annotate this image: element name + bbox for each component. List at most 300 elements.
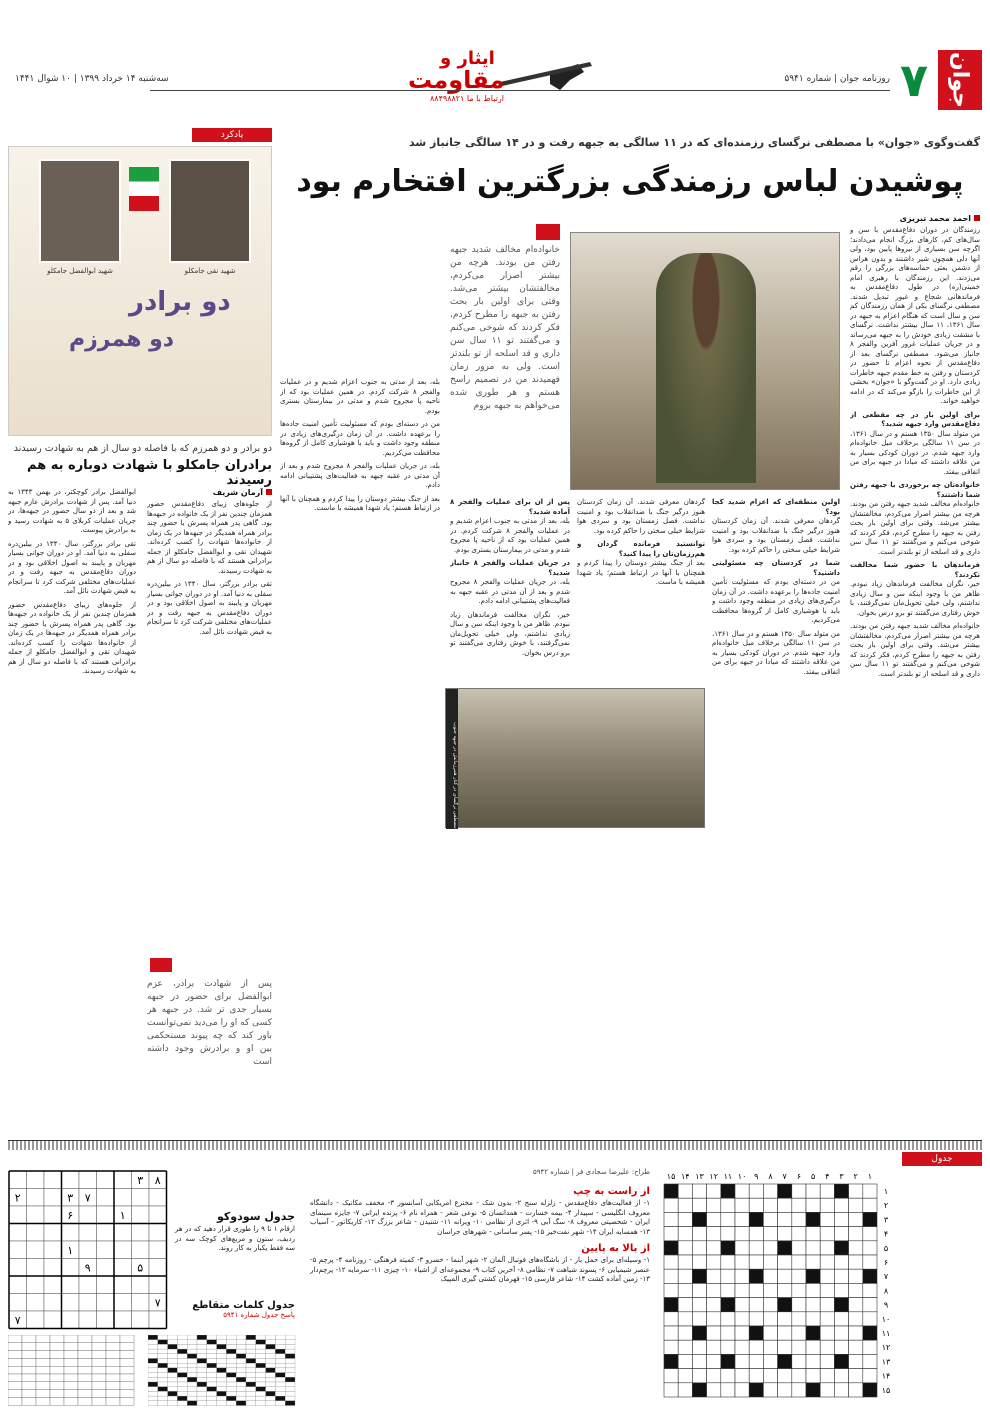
sudoku-cell <box>132 1241 150 1259</box>
solution-cell <box>275 1382 285 1387</box>
crossword-black-cell <box>692 1326 706 1340</box>
solution-cell <box>197 1377 207 1382</box>
crossword-cell <box>834 1198 848 1212</box>
sudoku-cell <box>97 1276 115 1294</box>
solution-cell <box>266 1344 276 1349</box>
sudoku-cell <box>79 1311 97 1329</box>
crossword-cell <box>721 1255 735 1269</box>
crossword-cell <box>863 1283 877 1297</box>
crossword-cell <box>834 1369 848 1383</box>
sudoku-cell <box>97 1171 115 1189</box>
solution-cell <box>92 1335 106 1343</box>
sudoku-given: ۸ <box>154 1174 161 1187</box>
sudoku-cell <box>44 1294 62 1312</box>
solution-cell <box>197 1382 207 1387</box>
sudoku-given: ۳ <box>137 1174 144 1187</box>
crossword-cell <box>763 1312 777 1326</box>
row-number: ۷ <box>883 1272 889 1282</box>
crossword-cell <box>834 1326 848 1340</box>
solution-cell <box>158 1368 168 1373</box>
crossword-cell <box>778 1212 792 1226</box>
crossword-cell <box>778 1255 792 1269</box>
solution-cell <box>177 1401 187 1406</box>
solution-cell <box>168 1349 178 1354</box>
sudoku-given: ۷ <box>154 1296 161 1310</box>
sudoku-cell <box>62 1224 80 1242</box>
solution-cell <box>275 1391 285 1396</box>
solution-cell <box>177 1349 187 1354</box>
column-number: ۱ <box>867 1172 873 1181</box>
solution-cell <box>217 1363 227 1368</box>
solution-cell <box>285 1359 295 1364</box>
sudoku-cell <box>62 1311 80 1329</box>
crossword-cell <box>664 1326 678 1340</box>
solution-cell <box>226 1387 236 1392</box>
crossword-black-cell <box>778 1354 792 1368</box>
solution-cell <box>120 1335 134 1343</box>
sudoku-cell <box>27 1276 45 1294</box>
solution-cell <box>266 1391 276 1396</box>
crossword-cell <box>820 1340 834 1354</box>
sudoku-solution-grid <box>8 1335 138 1407</box>
solution-cell <box>246 1382 256 1387</box>
solution-cell <box>120 1343 134 1351</box>
crossword-cell <box>735 1269 749 1283</box>
sudoku-given: ۱ <box>119 1209 126 1222</box>
solution-cell <box>217 1387 227 1392</box>
solution-cell <box>285 1354 295 1359</box>
solution-cell <box>246 1396 256 1401</box>
solution-cell <box>148 1377 158 1382</box>
crossword-cell <box>849 1184 863 1198</box>
crossword-cell <box>834 1227 848 1241</box>
crossword-cell <box>806 1241 820 1255</box>
crossword-cell <box>707 1283 721 1297</box>
solution-cell <box>8 1343 22 1351</box>
solution-cell <box>285 1340 295 1345</box>
crossword-cell <box>778 1227 792 1241</box>
crossword-cell <box>806 1283 820 1297</box>
sudoku-grid[interactable] <box>8 1170 168 1330</box>
sudoku-cell <box>27 1311 45 1329</box>
vertical-title: از بالا به پایین <box>581 1243 650 1254</box>
crossword-cell <box>763 1340 777 1354</box>
crossword-black-cell <box>749 1269 763 1283</box>
solution-cell <box>217 1335 227 1340</box>
solution-cell <box>275 1387 285 1392</box>
solution-cell <box>207 1335 217 1340</box>
row-number: ۹ <box>883 1300 889 1310</box>
sudoku-cell <box>62 1276 80 1294</box>
solution-cell <box>22 1374 36 1382</box>
crossword-cell <box>834 1340 848 1354</box>
row-number: ۱۰ <box>881 1314 891 1324</box>
solution-cell <box>168 1354 178 1359</box>
crossword-cell <box>820 1227 834 1241</box>
crossword-cell <box>735 1312 749 1326</box>
crossword-cell <box>763 1241 777 1255</box>
lead-q7: توانستید فرمانده گردان و هم‌رزمان‌تان را پیدا کنید؟ <box>577 540 705 558</box>
row-number: ۱ <box>883 1187 889 1196</box>
solution-cell <box>256 1354 266 1359</box>
solution-cell <box>64 1382 78 1390</box>
crossword-cell <box>806 1312 820 1326</box>
crossword-cell <box>863 1241 877 1255</box>
solution-cell <box>187 1344 197 1349</box>
solution-cell <box>217 1344 227 1349</box>
crossword-cell <box>749 1241 763 1255</box>
vertical-clues: ۱- وسیله‌ای برای حمل بار - از باشگاه‌های فوتبال آلمان ۲- شهر آبنما - خسرو ۳- کمیته فرهنگی - روزنامه ۴- پرچم ۵- عنصر شیمیایی ۶- پسوند شباهت ۷- نظامی ۸- آخرین کتاب ۹- مجموعه‌ای از اشیاء ۱۰- چیزی ۱۱- سرمایه ۱۲- پرچم‌دار ۱۳- زمین آماده کشت ۱۴- شاعر فارسی ۱۵- قهرمان کشتی گیری المپیک <box>310 1256 650 1283</box>
side-body-2: تقی برادر بزرگتر، سال ۱۳۴۰ در بیلین‌دره سفلی به دنیا آمد. او در دوران جوانی بسیار مهربان و پایبند به اصول اخلاقی بود و در دوران دفاع‌مقدس به جبهه رفت و در عملیات‌های مختلفی شرکت کرد تا سرانجام به فیض شهادت نائل آمد. <box>147 580 272 636</box>
crossword-cell <box>707 1198 721 1212</box>
solution-cell <box>266 1340 276 1345</box>
crossword-cell <box>763 1383 777 1397</box>
crossword-cell <box>721 1369 735 1383</box>
solution-cell <box>285 1349 295 1354</box>
crossword-cell <box>849 1312 863 1326</box>
sudoku-cell <box>9 1276 27 1294</box>
solution-cell <box>207 1377 217 1382</box>
lead-q3: فرماندهان با حضور شما مخالفت نکردند؟ <box>850 561 980 579</box>
solution-cell <box>177 1359 187 1364</box>
crossword-cell <box>749 1227 763 1241</box>
logo: جوان <box>947 52 973 108</box>
solution-cell <box>177 1354 187 1359</box>
solution-cell <box>226 1401 236 1406</box>
sudoku-cell <box>79 1294 97 1312</box>
solution-cell <box>217 1368 227 1373</box>
crossword-cell <box>707 1326 721 1340</box>
solution-cell <box>187 1359 197 1364</box>
crossword-black-cell <box>806 1383 820 1397</box>
solution-cell <box>226 1349 236 1354</box>
section-label: یادکرد <box>192 128 272 142</box>
crossword-cell <box>863 1354 877 1368</box>
column-number: ۹ <box>754 1172 759 1181</box>
sudoku-cell <box>62 1171 80 1189</box>
solution-cell <box>285 1387 295 1392</box>
solution-cell <box>207 1340 217 1345</box>
solution-cell <box>266 1349 276 1354</box>
crossword-cell <box>678 1340 692 1354</box>
solution-cell <box>106 1358 120 1366</box>
row-number: ۳ <box>883 1215 889 1225</box>
lead-q4: اولین منطقه‌ای که اعزام شدید کجا بود؟ <box>712 498 840 516</box>
crossword-cell <box>735 1198 749 1212</box>
crossword-black-cell <box>664 1354 678 1368</box>
crossword-black-cell <box>692 1269 706 1283</box>
lead-a7: بعد از جنگ بیشتر دوستان را پیدا کردم و همچنان با آنها در ارتباط هستم؛ یاد شهدا همیشه با ماست. <box>577 559 705 586</box>
crossword-cell <box>820 1383 834 1397</box>
sudoku-cell <box>44 1276 62 1294</box>
solution-cell <box>158 1335 168 1340</box>
crossword-cell <box>849 1354 863 1368</box>
crossword-cell <box>707 1269 721 1283</box>
crossword-cell <box>678 1298 692 1312</box>
poster <box>8 146 272 436</box>
crossword-cell <box>721 1212 735 1226</box>
crossword-cell <box>678 1255 692 1269</box>
solution-cell <box>187 1340 197 1345</box>
solution-cell <box>217 1359 227 1364</box>
crossword-black-cell <box>806 1269 820 1283</box>
sudoku-hint: ارقام ۱ تا ۹ را طوری قرار دهید که در هر ردیف، ستون و مربع‌های کوچک سه در سه فقط یکبار به کار روند. <box>175 1225 295 1252</box>
solution-cell <box>246 1349 256 1354</box>
sudoku-cell <box>149 1259 167 1277</box>
crossword-cell <box>820 1255 834 1269</box>
lead-a8: بله، در جریان عملیات والفجر ۸ مجروح شدم و بعد از آن مدتی در عقبه جبهه به فعالیت‌های پشتیبانی ادامه دادم. <box>450 578 570 605</box>
solution-cell <box>168 1359 178 1364</box>
crossword-credit: طراح: علیرضا سجادی فر <box>576 1168 650 1176</box>
crossword-cell <box>692 1198 706 1212</box>
sudoku-given: ۷ <box>14 1314 21 1327</box>
crossword-cell <box>792 1326 806 1340</box>
solution-cell <box>168 1335 178 1340</box>
solution-cell <box>266 1387 276 1392</box>
lead-headline: پوشیدن لباس رزمندگی بزرگترین افتخارم بود <box>296 164 964 199</box>
solution-cell <box>106 1397 120 1405</box>
martyr-name-1: شهید نقی جامکلو <box>184 267 236 275</box>
crossword-cell <box>763 1298 777 1312</box>
solution-cell <box>207 1363 217 1368</box>
solution-cell <box>285 1401 295 1406</box>
crossword-solution-grid <box>148 1335 298 1407</box>
solution-cell <box>285 1368 295 1373</box>
solution-cell <box>246 1368 256 1373</box>
poster-title-2: دو همرزم <box>69 327 175 352</box>
solution-cell <box>197 1391 207 1396</box>
solution-cell <box>266 1363 276 1368</box>
crossword-cell <box>763 1255 777 1269</box>
crossword-cell <box>692 1227 706 1241</box>
crossword-cell <box>863 1312 877 1326</box>
horizontal-title: از راست به چپ <box>573 1186 650 1197</box>
column-number: ۸ <box>768 1172 773 1181</box>
row-number: ۱۱ <box>881 1329 891 1338</box>
solution-cell <box>158 1354 168 1359</box>
solution-cell <box>207 1391 217 1396</box>
crossword-cell <box>849 1298 863 1312</box>
solution-cell <box>22 1366 36 1374</box>
crossword-cell <box>664 1269 678 1283</box>
sudoku-cell <box>97 1241 115 1259</box>
crossword-cell <box>820 1298 834 1312</box>
solution-cell <box>50 1382 64 1390</box>
solution-cell <box>256 1373 266 1378</box>
crossword-cell <box>707 1354 721 1368</box>
crossword-cell <box>735 1298 749 1312</box>
crossword-cell <box>820 1354 834 1368</box>
solution-cell <box>64 1358 78 1366</box>
crossword-cell <box>806 1184 820 1198</box>
solution-cell <box>50 1335 64 1343</box>
solution-cell <box>106 1390 120 1398</box>
solution-cell <box>177 1391 187 1396</box>
solution-cell <box>236 1373 246 1378</box>
column-number: ۷ <box>782 1172 787 1181</box>
crossword-label-text: جدول <box>931 1154 953 1164</box>
sudoku-cell <box>9 1294 27 1312</box>
solution-cell <box>246 1377 256 1382</box>
crossword-cell <box>678 1383 692 1397</box>
solution-cell <box>120 1351 134 1359</box>
crossword-cell <box>749 1340 763 1354</box>
lead-a4-cont: گردهان معرفی شدند. آن زمان کردستان هنوز درگیر جنگ با ضدانقلاب بود و امنیت نداشت. فصل زمستان بود و سردی هوا شرایط خیلی سختی را حاکم کرده بود. <box>577 498 705 535</box>
crossword-black-cell <box>863 1326 877 1340</box>
crossword-cell <box>664 1255 678 1269</box>
crossword-cell <box>792 1184 806 1198</box>
sudoku-cell <box>97 1259 115 1277</box>
crossword-cell <box>863 1298 877 1312</box>
crossword-cell <box>778 1369 792 1383</box>
crossword-cell <box>678 1369 692 1383</box>
crossword-cell <box>763 1227 777 1241</box>
lead-a5-cont: من در دسته‌ای بودم که مسئولیت تأمین امنیت جاده‌ها را برعهده داشت. در آن زمان درگیری‌های زیادی در منطقه وجود داشت و باید با هوشیاری کامل از گروه‌ها محافظت می‌کردیم. <box>280 420 440 457</box>
sudoku-cell <box>9 1206 27 1224</box>
solution-cell <box>236 1359 246 1364</box>
page-number: ۷ <box>899 53 929 107</box>
column-number: ۱۴ <box>681 1172 690 1181</box>
crossword-cell <box>792 1369 806 1383</box>
crossword-cell <box>763 1269 777 1283</box>
sudoku-cell <box>114 1241 132 1259</box>
crossword <box>660 1168 980 1408</box>
solution-cell <box>148 1344 158 1349</box>
solution-cell <box>8 1390 22 1398</box>
solution-cell <box>22 1397 36 1405</box>
crossword-cell <box>778 1312 792 1326</box>
column-number: ۱۳ <box>695 1172 704 1181</box>
crossword-cell <box>692 1354 706 1368</box>
solution-cell <box>236 1377 246 1382</box>
sudoku-cell <box>114 1189 132 1207</box>
crossword-cell <box>763 1184 777 1198</box>
solution-cell <box>197 1401 207 1406</box>
solution-cell <box>158 1344 168 1349</box>
solution-cell <box>50 1358 64 1366</box>
crossword-cell <box>678 1354 692 1368</box>
solution-cell <box>78 1390 92 1398</box>
crossword-cell <box>849 1227 863 1241</box>
crossword-black-cell <box>863 1383 877 1397</box>
solution-cell <box>78 1366 92 1374</box>
solution-cell <box>106 1366 120 1374</box>
solution-cell <box>106 1343 120 1351</box>
side-pullquote: پس از شهادت برادر، عزم ابوالفضل برای حضور در جبهه بسیار جدی تر شد. در جبهه هر کسی که او را می‌دید نمی‌توانست باور کند که چه پیوند مستحکمی بین او و برادرش وجود داشته است <box>147 979 272 1067</box>
solution-cell <box>148 1349 158 1354</box>
sudoku-cell <box>132 1224 150 1242</box>
photo-subject <box>656 253 756 483</box>
crossword-cell <box>678 1184 692 1198</box>
side-author: آرمان شریف <box>212 488 263 497</box>
crossword-cell <box>664 1340 678 1354</box>
sudoku-cell <box>27 1224 45 1242</box>
solution-cell <box>217 1391 227 1396</box>
solution-cell <box>266 1335 276 1340</box>
solution-cell <box>158 1373 168 1378</box>
solution-cell <box>256 1335 266 1340</box>
row-number: ۱۴ <box>881 1371 891 1381</box>
solution-cell <box>120 1358 134 1366</box>
lead-a2: خانواده‌ام مخالف شدید جبهه رفتن من بودند. هرچه من بیشتر اصرار می‌کردم، مخالفتشان بیشتر می‌شد. وقتی برای اولین بار بحث رفتن به جبهه را مطرح کردم، فکر کردند که شوخی می‌کنم و می‌گفتند تو ۱۱ سال سن داری و قد اسلحه از تو بلندتر است. <box>850 500 980 556</box>
solution-cell <box>92 1351 106 1359</box>
solution-cell <box>36 1390 50 1398</box>
section-logo <box>400 44 600 104</box>
sudoku-cell <box>132 1189 150 1207</box>
crossword-issue: شماره ۵۹۴۲ <box>533 1168 570 1176</box>
column-number: ۵ <box>810 1172 816 1181</box>
solution-cell <box>187 1335 197 1340</box>
crossword-cell <box>678 1212 692 1226</box>
side-kicker: دو برادر و دو همرزم که با فاصله دو سال از هم به شهادت رسیدند <box>13 443 272 454</box>
row-number: ۲ <box>883 1201 889 1211</box>
solution-subtitle: پاسخ جدول شماره ۵۹۴۱ <box>223 1311 295 1319</box>
crossword-cell <box>678 1227 692 1241</box>
solution-cell <box>78 1343 92 1351</box>
row-number: ۱۲ <box>881 1343 891 1353</box>
crossword-cell <box>735 1212 749 1226</box>
column-number: ۴ <box>825 1172 830 1181</box>
solution-cell <box>275 1377 285 1382</box>
solution-cell <box>187 1368 197 1373</box>
crossword-cell <box>792 1269 806 1283</box>
solution-cell <box>78 1382 92 1390</box>
crossword-cell <box>792 1241 806 1255</box>
solution-cell <box>246 1354 256 1359</box>
solution-cell <box>266 1359 276 1364</box>
solution-cell <box>92 1374 106 1382</box>
crossword-grid[interactable] <box>660 1168 980 1408</box>
sudoku-cell <box>62 1259 80 1277</box>
crossword-cell <box>692 1283 706 1297</box>
sudoku-cell <box>114 1294 132 1312</box>
crossword-cell <box>707 1369 721 1383</box>
crossword-cell <box>749 1283 763 1297</box>
solution-cell <box>64 1351 78 1359</box>
solution-cell <box>256 1359 266 1364</box>
crossword-black-cell <box>749 1326 763 1340</box>
crossword-cell <box>664 1369 678 1383</box>
crossword-cell <box>806 1227 820 1241</box>
sudoku-cell <box>114 1311 132 1329</box>
crossword-cell <box>749 1369 763 1383</box>
crossword-cell <box>678 1269 692 1283</box>
solution-cell <box>187 1373 197 1378</box>
crossword-cell <box>707 1340 721 1354</box>
crossword-cell <box>692 1312 706 1326</box>
column-number: ۶ <box>796 1172 802 1181</box>
solution-cell <box>177 1396 187 1401</box>
solution-cell <box>226 1335 236 1340</box>
crossword-cell <box>863 1255 877 1269</box>
solution-cell <box>36 1397 50 1405</box>
solution-cell <box>266 1377 276 1382</box>
main-photo <box>570 232 840 490</box>
crossword-cell <box>792 1283 806 1297</box>
solution-cell <box>22 1343 36 1351</box>
crossword-cell <box>763 1212 777 1226</box>
crossword-cell <box>849 1241 863 1255</box>
solution-cell <box>148 1382 158 1387</box>
solution-cell <box>148 1354 158 1359</box>
crossword-cell <box>778 1283 792 1297</box>
solution-cell <box>92 1366 106 1374</box>
solution-cell <box>236 1396 246 1401</box>
crossword-cell <box>820 1184 834 1198</box>
crossword-cell <box>820 1369 834 1383</box>
photo2-caption: مصطفی نرگسای در کنار همرزمانش در جبهه جنوب <box>446 689 458 829</box>
sudoku-cell <box>27 1259 45 1277</box>
